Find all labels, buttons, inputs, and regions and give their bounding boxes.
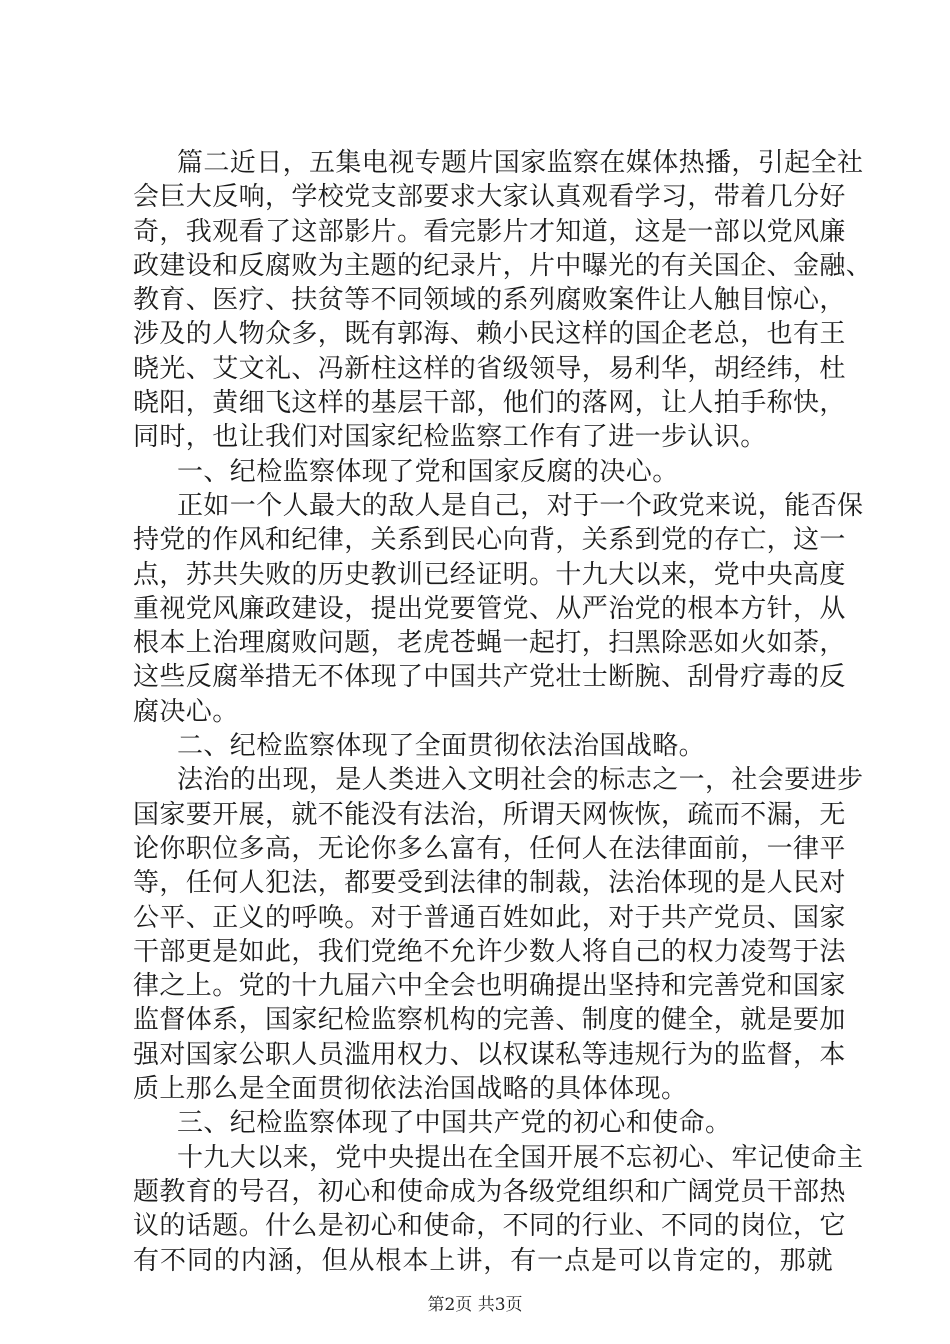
- text-line: 干部更是如此，我们党绝不允许少数人将自己的权力凌驾于法: [133, 936, 846, 967]
- text-line: 质上那么是全面贯彻依法治国战略的具体体现。: [133, 1074, 688, 1105]
- text-line: 涉及的人物众多，既有郭海、赖小民这样的国企老总，也有王: [133, 319, 846, 350]
- text-line: 国家要开展，就不能没有法治，所谓天网恢恢，疏而不漏，无: [133, 799, 846, 830]
- document-body: [133, 146, 873, 1278]
- text-line: 二、纪检监察体现了全面贯彻依法治国战略。: [177, 731, 706, 762]
- text-line: 政建设和反腐败为主题的纪录片，片中曝光的有关国企、金融、: [133, 250, 873, 281]
- page-footer: 第2页 共3页: [427, 1295, 523, 1315]
- text-line: 这些反腐举措无不体现了中国共产党壮士断腕、刮骨疗毒的反: [133, 662, 846, 693]
- text-line: 篇二近日，五集电视专题片国家监察在媒体热播，引起全社: [177, 148, 864, 178]
- text-line: 强对国家公职人员滥用权力、以权谋私等违规行为的监督，本: [133, 1039, 846, 1070]
- text-line: 法治的出现，是人类进入文明社会的标志之一，社会要进步: [177, 765, 864, 796]
- text-line: 奇，我观看了这部影片。看完影片才知道，这是一部以党风廉: [133, 216, 846, 247]
- text-line: 教育、医疗、扶贫等不同领域的系列腐败案件让人触目惊心，: [133, 285, 846, 316]
- text-line: 律之上。党的十九届六中全会也明确提出坚持和完善党和国家: [133, 971, 846, 1002]
- text-line: 重视党风廉政建设，提出党要管党、从严治党的根本方针，从: [133, 593, 846, 624]
- text-line: 晓光、艾文礼、冯新柱这样的省级领导，易利华，胡经纬，杜: [133, 353, 846, 384]
- text-line: 等，任何人犯法，都要受到法律的制裁，法治体现的是人民对: [133, 868, 846, 899]
- text-line: 持党的作风和纪律，关系到民心向背，关系到党的存亡，这一: [133, 525, 846, 556]
- text-line: 议的话题。什么是初心和使命，不同的行业、不同的岗位，它: [133, 1211, 846, 1242]
- text-line: 十九大以来，党中央提出在全国开展不忘初心、牢记使命主: [177, 1142, 864, 1173]
- text-line: 三、纪检监察体现了中国共产党的初心和使命。: [177, 1108, 732, 1139]
- text-line: 腐决心。: [133, 696, 239, 727]
- text-line: 同时，也让我们对国家纪检监察工作有了进一步认识。: [133, 422, 767, 453]
- text-line: 论你职位多高，无论你多么富有，任何人在法律面前，一律平: [133, 833, 846, 864]
- text-line: 会巨大反响，学校党支部要求大家认真观看学习，带着几分好: [133, 182, 846, 213]
- text-line: 点，苏共失败的历史教训已经证明。十九大以来，党中央高度: [133, 559, 846, 590]
- text-line: 监督体系，国家纪检监察机构的完善、制度的健全，就是要加: [133, 1005, 846, 1036]
- text-line: 晓阳，黄细飞这样的基层干部，他们的落网，让人拍手称快，: [133, 388, 846, 419]
- text-line: 一、纪检监察体现了党和国家反腐的决心。: [177, 456, 679, 487]
- text-line: 有不同的内涵，但从根本上讲，有一点是可以肯定的，那就: [133, 1245, 833, 1276]
- text-line: 题教育的号召，初心和使命成为各级党组织和广阔党员干部热: [133, 1176, 846, 1207]
- text-line: 公平、正义的呼唤。对于普通百姓如此，对于共产党员、国家: [133, 902, 846, 933]
- text-line: 根本上治理腐败问题，老虎苍蝇一起打，扫黑除恶如火如荼，: [133, 628, 846, 659]
- text-line: 正如一个人最大的敌人是自己，对于一个政党来说，能否保: [177, 490, 864, 521]
